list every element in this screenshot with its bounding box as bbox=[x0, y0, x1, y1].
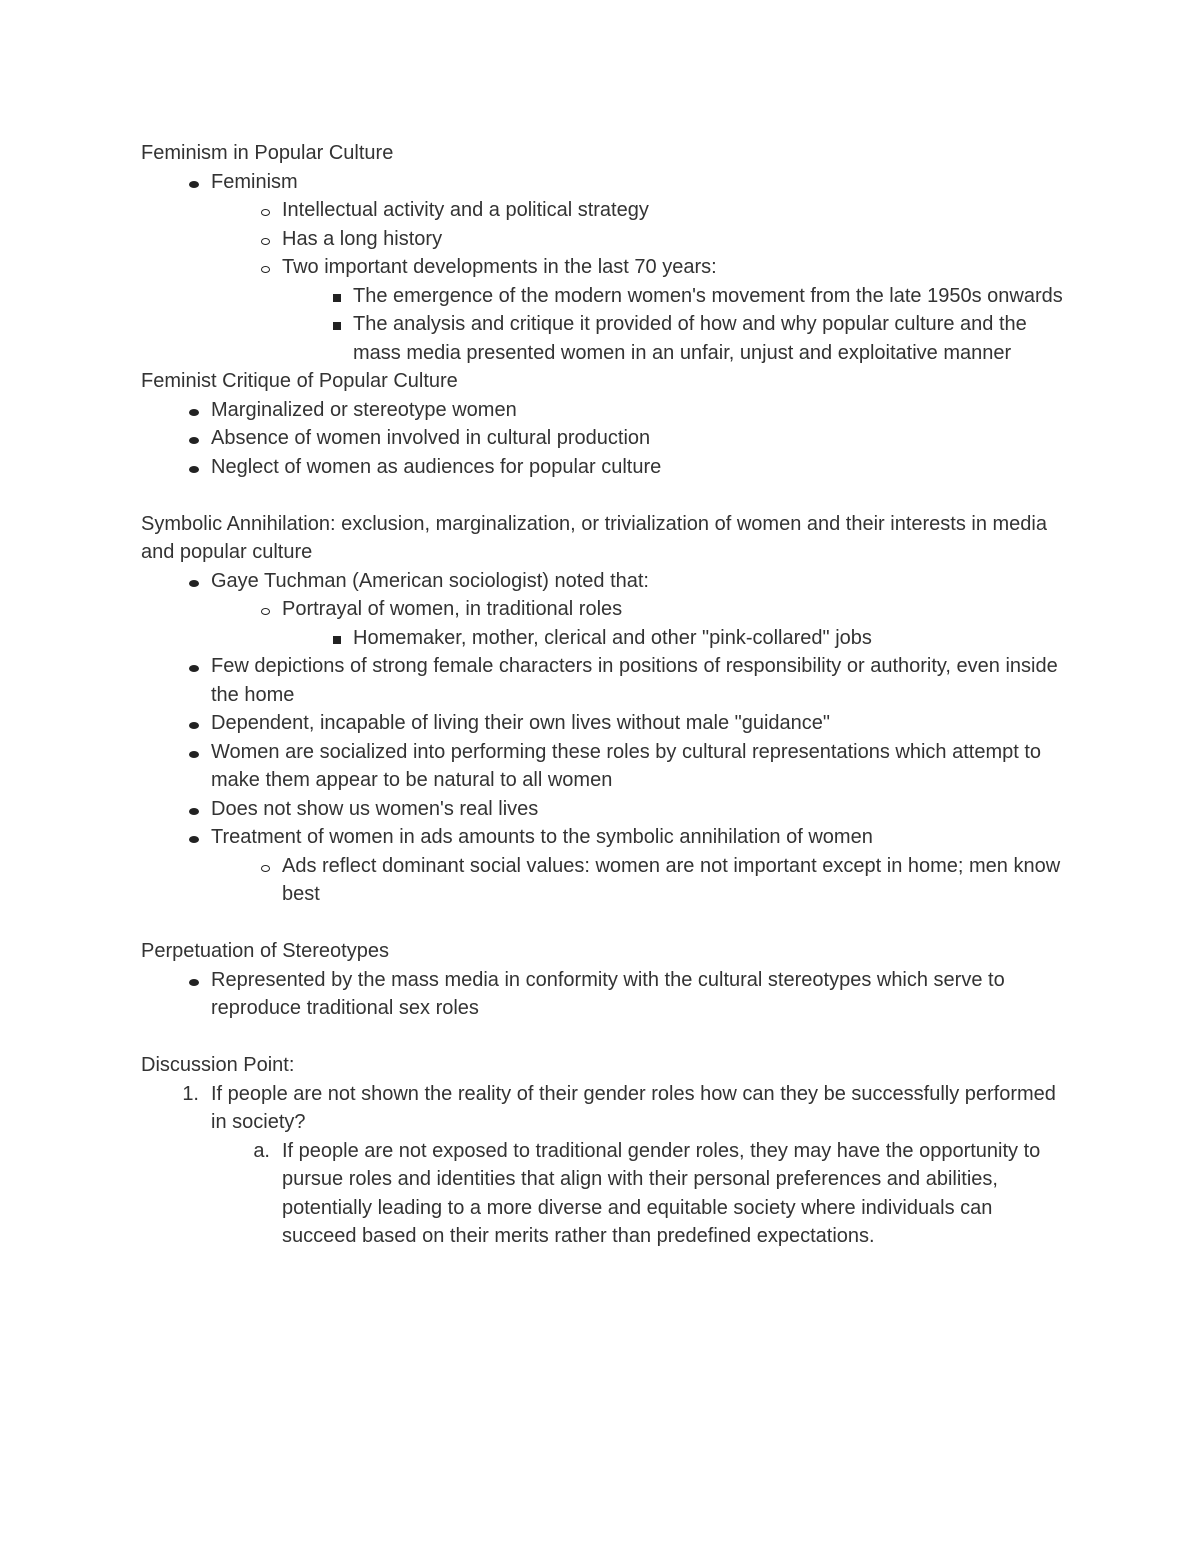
list-item bbox=[141, 396, 1071, 425]
bullet-circle-icon bbox=[240, 595, 270, 624]
bullet-dot-icon bbox=[169, 567, 199, 596]
list-item-text: Two important developments in the last 70 years: bbox=[282, 256, 717, 278]
bullet-list bbox=[141, 966, 1071, 1023]
list-item bbox=[141, 966, 1071, 1023]
list-item-text: Intellectual activity and a political strategy bbox=[282, 199, 649, 221]
bullet-dot-icon bbox=[169, 795, 199, 824]
bullet-dot-icon bbox=[169, 738, 199, 767]
blank-line bbox=[141, 1023, 1071, 1052]
bullet-dot-icon bbox=[169, 396, 199, 425]
bullet-list bbox=[141, 567, 1071, 909]
list-item-text: The analysis and critique it provided of how and why popular culture and the mass media presented women in an unfair, unjust and exploitative manner bbox=[353, 313, 1027, 364]
list-item-text: Represented by the mass media in conformity with the cultural stereotypes which serve to reproduce traditional sex roles bbox=[211, 968, 1005, 1019]
bullet-square-icon bbox=[311, 282, 341, 311]
list-item-text: If people are not shown the reality of their gender roles how can they be successfully performed in society? bbox=[211, 1082, 1056, 1133]
list-letter: a. bbox=[253, 1139, 270, 1162]
bullet-dot-icon bbox=[169, 823, 199, 852]
list-item-text: If people are not exposed to traditional gender roles, they may have the opportunity to pursue roles and identities that align with their personal preferences and abilities, potentially leading to a more diverse and equitable society where individuals can succeed based on their merits rather than predefined expectations. bbox=[282, 1139, 1041, 1247]
list-item bbox=[141, 253, 1071, 282]
list-item-text: The emergence of the modern women's movement from the late 1950s onwards bbox=[353, 284, 1063, 307]
list-item-text: Does not show us women's real lives bbox=[211, 797, 539, 820]
heading-feminist-critique: Feminist Critique of Popular Culture bbox=[141, 370, 458, 392]
list-item bbox=[141, 225, 1071, 254]
list-item bbox=[141, 1080, 1071, 1137]
bullet-circle-icon bbox=[240, 196, 270, 225]
bullet-dot-icon bbox=[169, 453, 199, 482]
bullet-dot-icon bbox=[169, 168, 199, 197]
list-item bbox=[141, 567, 1071, 596]
list-item bbox=[141, 282, 1071, 311]
bullet-circle-icon bbox=[240, 852, 270, 881]
list-item bbox=[141, 453, 1071, 482]
list-item-text: Few depictions of strong female characters in positions of responsibility or authority, even inside the home bbox=[211, 655, 1058, 706]
list-item-text: Has a long history bbox=[282, 227, 443, 250]
numbered-list bbox=[141, 1080, 1071, 1251]
list-item bbox=[141, 738, 1071, 795]
list-item bbox=[141, 852, 1071, 909]
list-item-text: Marginalized or stereotype women bbox=[211, 398, 517, 421]
bullet-dot-icon bbox=[169, 966, 199, 995]
list-item-text: Portrayal of women, in traditional roles bbox=[282, 598, 623, 620]
list-item bbox=[141, 1137, 1071, 1251]
list-item-text: Absence of women involved in cultural production bbox=[211, 427, 651, 449]
heading-feminism-in-popular-culture: Feminism in Popular Culture bbox=[141, 142, 394, 164]
heading-perpetuation-of-stereotypes: Perpetuation of Stereotypes bbox=[141, 940, 389, 962]
list-item-text: Gaye Tuchman (American sociologist) noted that: bbox=[211, 569, 649, 592]
bullet-dot-icon bbox=[169, 652, 199, 681]
list-item-text: Feminism bbox=[211, 170, 298, 193]
list-item-text: Homemaker, mother, clerical and other "pink-collared" jobs bbox=[353, 626, 872, 649]
heading-discussion-point: Discussion Point: bbox=[141, 1054, 295, 1076]
list-item-text: Dependent, incapable of living their own lives without male "guidance" bbox=[211, 712, 831, 734]
list-item bbox=[141, 652, 1071, 709]
list-item bbox=[141, 595, 1071, 624]
list-item-text: Women are socialized into performing these roles by cultural representations which attempt to make them appear to be natural to all women bbox=[211, 740, 1042, 791]
list-item-text: Neglect of women as audiences for popular culture bbox=[211, 455, 662, 478]
list-item-text: Treatment of women in ads amounts to the symbolic annihilation of women bbox=[211, 826, 873, 848]
bullet-circle-icon bbox=[240, 253, 270, 282]
blank-line bbox=[141, 481, 1071, 510]
list-item bbox=[141, 795, 1071, 824]
bullet-square-icon bbox=[311, 310, 341, 339]
list-item bbox=[141, 196, 1071, 225]
list-item bbox=[141, 168, 1071, 197]
bullet-square-icon bbox=[311, 624, 341, 653]
bullet-dot-icon bbox=[169, 709, 199, 738]
bullet-list bbox=[141, 168, 1071, 368]
bullet-dot-icon bbox=[169, 424, 199, 453]
list-item bbox=[141, 310, 1071, 367]
document-body bbox=[141, 139, 1071, 1251]
heading-symbolic-annihilation: Symbolic Annihilation: exclusion, marginalization, or trivialization of women and their interests in media and popular culture bbox=[141, 512, 1047, 563]
list-number: 1. bbox=[182, 1082, 199, 1105]
bullet-list bbox=[141, 396, 1071, 482]
list-item-text: Ads reflect dominant social values: women are not important except in home; men know best bbox=[282, 854, 1061, 905]
list-item bbox=[141, 823, 1071, 852]
list-item bbox=[141, 709, 1071, 738]
blank-line bbox=[141, 909, 1071, 938]
bullet-circle-icon bbox=[240, 225, 270, 254]
list-item bbox=[141, 624, 1071, 653]
list-item bbox=[141, 424, 1071, 453]
